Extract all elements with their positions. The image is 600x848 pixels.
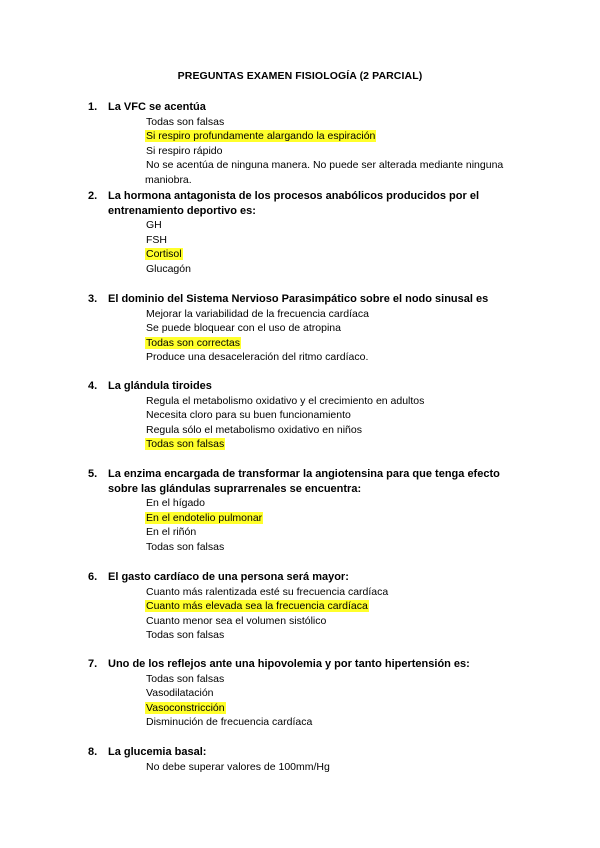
option-text: Cuanto menor sea el volumen sistólico	[146, 614, 327, 627]
answer-option-highlighted	[145, 599, 528, 614]
option-text: No debe superar valores de 100mm/Hg	[146, 760, 330, 773]
option-text: Cuanto más ralentizada esté su frecuencia cardíaca	[146, 585, 389, 598]
option-list	[88, 394, 528, 452]
option-text: Todas son correctas	[146, 336, 240, 349]
answer-option	[145, 262, 528, 277]
question-heading	[88, 379, 528, 394]
question-number: 4.	[88, 380, 98, 392]
option-text: Si respiro rápido	[146, 144, 223, 157]
option-text: Se puede bloquear con el uso de atropina	[146, 322, 341, 335]
question-text: La glándula tiroides	[108, 380, 212, 392]
option-text: Vasoconstricción	[146, 701, 225, 714]
answer-option-highlighted	[145, 437, 528, 452]
option-text: Vasodilatación	[146, 687, 214, 700]
question-heading	[88, 745, 528, 760]
option-text: En el hígado	[146, 497, 205, 510]
question-text: El dominio del Sistema Nervioso Parasimpático sobre el nodo sinusal es	[108, 293, 489, 305]
answer-option	[145, 628, 528, 643]
question-heading	[88, 100, 528, 115]
question-5	[88, 467, 528, 555]
option-text: Produce una desaceleración del ritmo cardíaco.	[146, 351, 369, 364]
question-text: La enzima encargada de transformar la angiotensina para que tenga efecto sobre las glándulas suprarrenales se encuentra:	[108, 468, 500, 495]
question-heading	[88, 189, 528, 218]
question-7	[88, 657, 528, 730]
answer-option	[145, 686, 528, 701]
option-text: Cortisol	[146, 248, 182, 261]
document-title: PREGUNTAS EXAMEN FISIOLOGÍA (2 PARCIAL)	[177, 70, 423, 82]
question-heading	[88, 657, 528, 672]
question-4	[88, 379, 528, 452]
option-text: Disminución de frecuencia cardíaca	[146, 716, 313, 729]
option-list	[88, 672, 528, 730]
option-text: No se acentúa de ninguna manera. No puede ser alterada mediante ninguna maniobra.	[145, 159, 504, 186]
question-8	[88, 745, 528, 774]
question-text: Uno de los reflejos ante una hipovolemia y por tanto hipertensión es:	[108, 658, 470, 670]
option-text: Todas son falsas	[146, 115, 225, 128]
option-list	[88, 496, 528, 554]
answer-option	[145, 614, 528, 629]
question-2	[88, 189, 528, 277]
option-text: Regula sólo el metabolismo oxidativo en niños	[146, 423, 362, 436]
answer-option-highlighted	[145, 701, 528, 716]
option-list	[88, 307, 528, 365]
option-text: Todas son falsas	[146, 672, 225, 685]
option-text: Todas son falsas	[146, 438, 225, 451]
question-6	[88, 570, 528, 643]
question-3	[88, 292, 528, 365]
option-text: Todas son falsas	[146, 540, 225, 553]
answer-option	[145, 585, 528, 600]
option-text: En el endotelio pulmonar	[146, 511, 263, 524]
answer-option	[145, 408, 528, 423]
answer-option	[145, 423, 528, 438]
answer-option	[145, 525, 528, 540]
option-text: Glucagón	[146, 262, 191, 275]
option-text: GH	[146, 219, 162, 232]
question-number: 5.	[88, 468, 98, 480]
answer-option-highlighted	[145, 247, 528, 262]
option-list	[88, 218, 528, 276]
option-text: Regula el metabolismo oxidativo y el crecimiento en adultos	[146, 394, 425, 407]
option-text: En el riñón	[146, 526, 197, 539]
question-number: 2.	[88, 190, 98, 202]
question-number: 8.	[88, 746, 98, 758]
question-number: 3.	[88, 293, 98, 305]
answer-option	[145, 158, 525, 187]
option-text: Todas son falsas	[146, 629, 225, 642]
question-1	[88, 100, 528, 188]
answer-option-highlighted	[145, 336, 528, 351]
option-text: Si respiro profundamente alargando la espiración	[146, 130, 376, 143]
question-text: La hormona antagonista de los procesos anabólicos producidos por el entrenamiento deportivo es:	[108, 190, 480, 217]
option-text: Mejorar la variabilidad de la frecuencia cardíaca	[146, 307, 369, 320]
answer-option	[145, 115, 528, 130]
answer-option-highlighted	[145, 511, 528, 526]
question-heading	[88, 570, 528, 585]
question-text: El gasto cardíaco de una persona será mayor:	[108, 571, 349, 583]
answer-option	[145, 672, 528, 687]
answer-option	[145, 350, 528, 365]
option-text: Necesita cloro para su buen funcionamiento	[146, 409, 351, 422]
question-text: La VFC se acentúa	[108, 101, 206, 113]
question-heading	[88, 292, 528, 307]
answer-option	[145, 321, 528, 336]
answer-option	[145, 394, 528, 409]
answer-option	[145, 144, 528, 159]
option-list	[88, 585, 528, 643]
option-list	[88, 115, 528, 188]
question-heading	[88, 467, 528, 496]
answer-option	[145, 760, 528, 775]
answer-option	[145, 496, 528, 511]
option-list	[88, 760, 528, 775]
answer-option	[145, 233, 528, 248]
answer-option	[145, 715, 528, 730]
answer-option	[145, 540, 528, 555]
question-number: 1.	[88, 101, 98, 113]
question-number: 6.	[88, 571, 98, 583]
answer-option	[145, 307, 528, 322]
answer-option-highlighted	[145, 129, 528, 144]
question-number: 7.	[88, 658, 98, 670]
question-text: La glucemia basal:	[108, 746, 207, 758]
option-text: FSH	[146, 233, 167, 246]
option-text: Cuanto más elevada sea la frecuencia cardíaca	[146, 600, 368, 613]
answer-option	[145, 218, 528, 233]
